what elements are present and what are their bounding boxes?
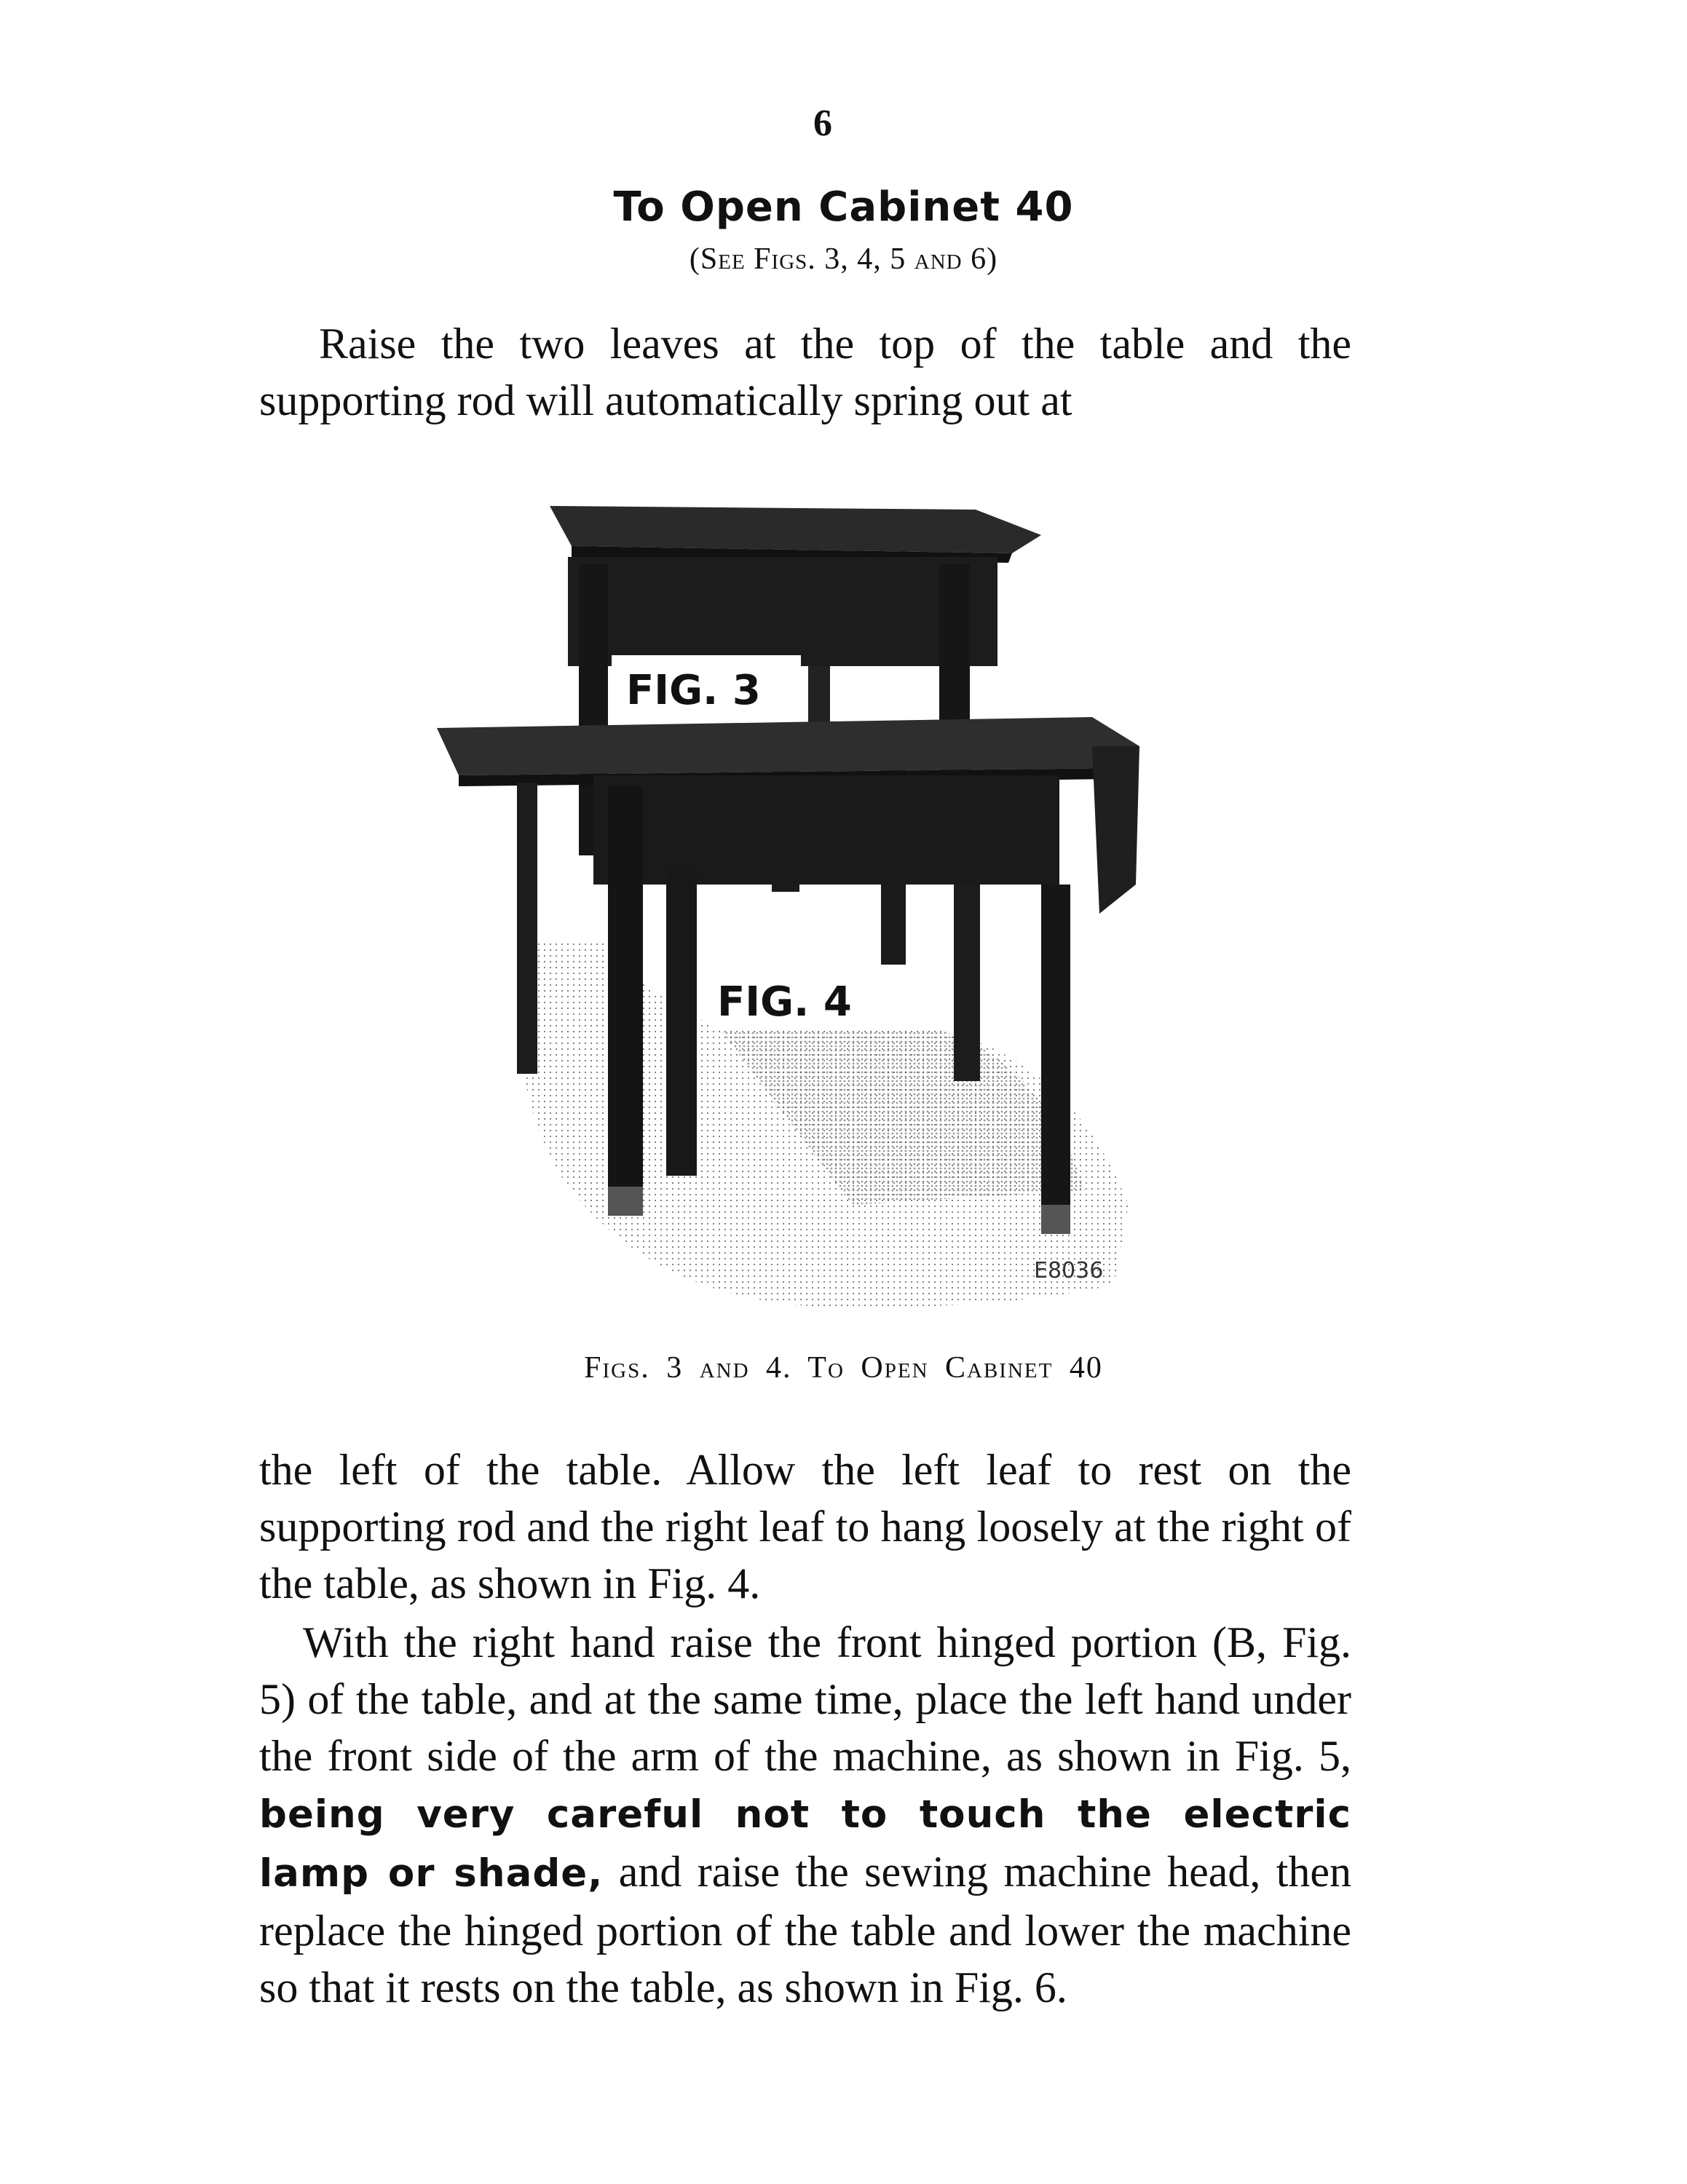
fig4-leg-front-right — [1041, 885, 1070, 1234]
paragraph-raise-machine-part-a: With the right hand raise the front hinged portion (B, Fig. 5) of the table, and at the same time, place the left hand under the front side of the arm of the machine, as shown in Fig. 5, — [259, 1618, 1351, 1780]
paragraph-raise-leaves: Raise the two leaves at the top of the table and the supporting rod will automatically spring out at — [259, 320, 1351, 424]
section-title: To Open Cabinet 40 — [613, 183, 1074, 231]
fig3-top — [550, 506, 1041, 553]
paragraph-raise-machine — [259, 1614, 1351, 2016]
fig4-leg-front-left — [608, 786, 643, 1216]
fig3-apron — [568, 557, 997, 666]
fig4-foot-left — [608, 1187, 643, 1216]
fig4-leg-front-inner — [666, 870, 697, 1176]
fig4-leg-back-right — [954, 885, 980, 1081]
fig4-label: FIG. 4 — [717, 978, 852, 1026]
plate-code: E8036 — [1034, 1258, 1104, 1283]
fig4-apron — [593, 775, 1059, 885]
cabinet-drawing — [415, 477, 1165, 1332]
warning-text: being very careful not to touch the electric lamp or shade, — [259, 1792, 1351, 1896]
paragraph-raise-machine-part-b: and raise the sewing machine head, then replace the hinged portion of the table and lower the machine so that it rests on the table, as shown in Fig. 6. — [259, 1848, 1352, 2011]
section-subtitle: (See Figs. 3, 4, 5 and 6) — [689, 242, 998, 276]
fig3-leg-left-lower — [517, 783, 537, 1074]
page-number: 6 — [813, 103, 832, 144]
fig4-foot-right — [1041, 1205, 1070, 1234]
fig4-top-with-leaves — [437, 717, 1139, 775]
figure-caption: Figs. 3 and 4. To Open Cabinet 40 — [584, 1351, 1103, 1385]
cabinet-illustration — [415, 477, 1165, 1332]
fig3-label: FIG. 3 — [626, 667, 761, 714]
fig4-right-leaf — [1092, 746, 1139, 914]
paragraph-leaves-position: the left of the table. Allow the left leaf to rest on the supporting rod and the right leaf to hang loosely at the right of the table, as shown in Fig. 4. — [259, 1446, 1351, 1607]
